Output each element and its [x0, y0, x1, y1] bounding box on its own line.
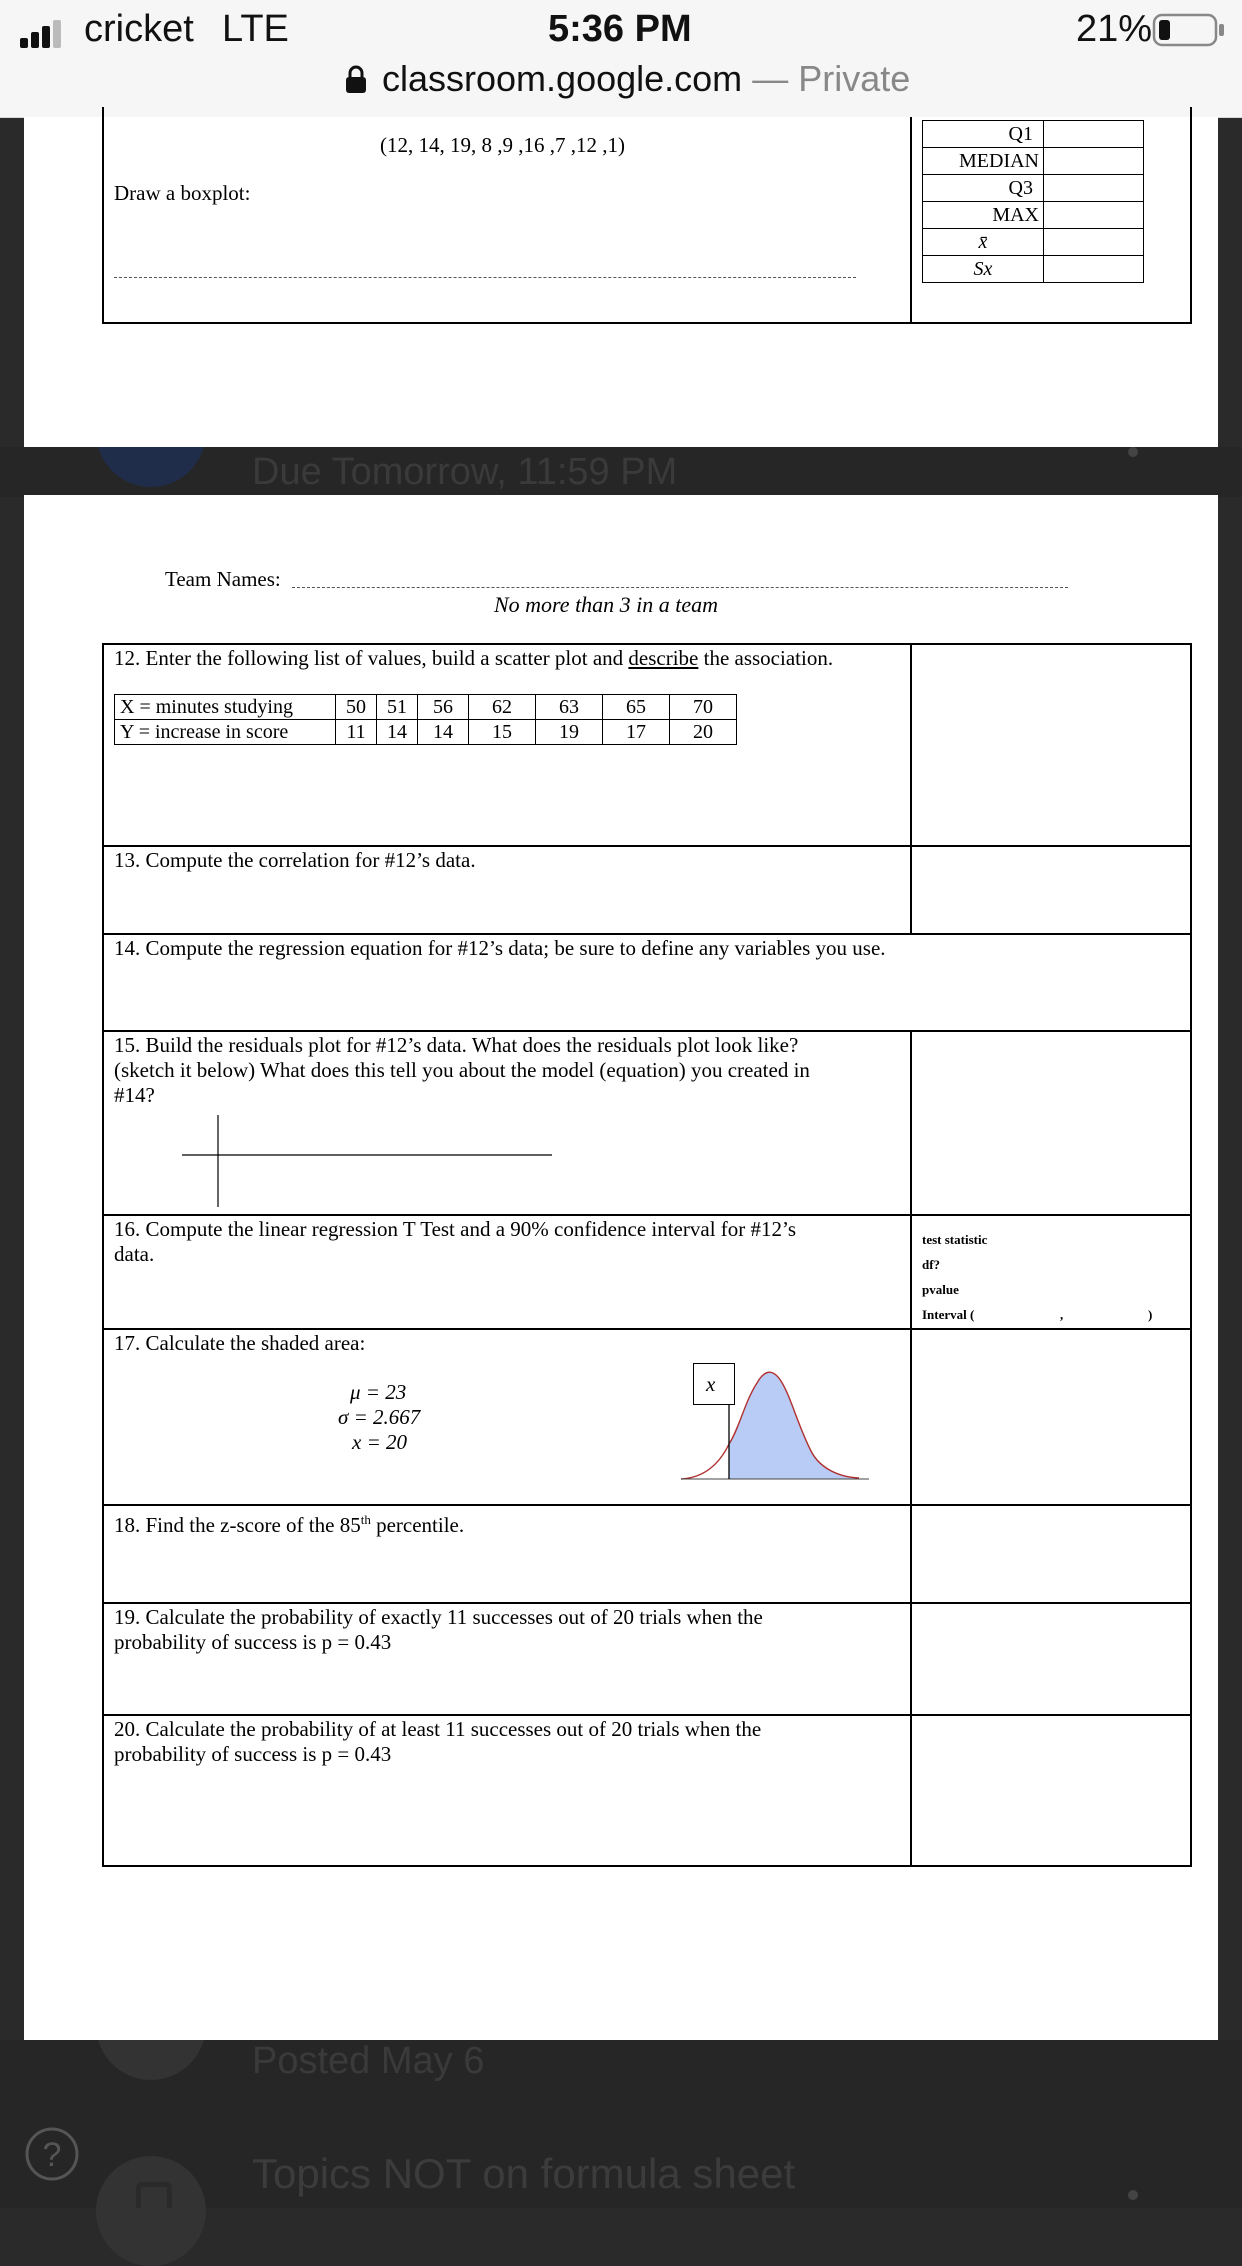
answer-column-divider-b: [910, 1030, 912, 1867]
question-16-line1: 16. Compute the linear regression T Test and a 90% confidence interval for #12’s: [114, 1217, 797, 1241]
data-list: (12, 14, 19, 8 ,9 ,16 ,7 ,12 ,1): [380, 133, 625, 157]
x-value: 62: [469, 695, 536, 720]
q12-text-a: 12. Enter the following list of values, build a scatter plot and: [114, 646, 629, 670]
frame-divider: [910, 117, 912, 324]
q18-text-b: percentile.: [370, 1513, 465, 1537]
topic-avatar[interactable]: [96, 2156, 206, 2266]
question-16-line2: data.: [114, 1242, 155, 1266]
y-value: 14: [418, 720, 469, 745]
carrier-name: cricket: [84, 8, 194, 50]
url-text: classroom.google.com: [382, 58, 743, 99]
x-value: 65: [603, 695, 670, 720]
svg-text:?: ?: [42, 2136, 62, 2174]
question-19-line2: probability of success is p = 0.43: [114, 1630, 392, 1654]
signal-icon: [20, 18, 64, 48]
x-value: 70: [670, 695, 737, 720]
stat-q3-label: Q3: [923, 175, 1044, 202]
question-20-line2: probability of success is p = 0.43: [114, 1742, 392, 1766]
row-divider-15: [102, 1214, 1192, 1216]
q12-describe: describe: [628, 646, 699, 670]
q17-sigma: σ = 2.667: [338, 1405, 421, 1429]
boxplot-label: Draw a boxplot:: [114, 181, 251, 205]
stat-sd-value[interactable]: [1044, 256, 1144, 283]
stat-mean-value[interactable]: [1044, 229, 1144, 256]
x-value: 56: [418, 695, 469, 720]
row-divider-16: [102, 1328, 1192, 1330]
due-date: Due Tomorrow, 11:59 PM: [252, 451, 678, 493]
stat-max-label: MAX: [923, 202, 1044, 229]
interval-comma: ,: [1060, 1307, 1064, 1322]
posted-date: Posted May 6: [252, 2040, 485, 2082]
q18-text-a: 18. Find the z-score of the 85: [114, 1513, 361, 1537]
stat-max-value[interactable]: [1044, 202, 1144, 229]
battery-percent: 21%: [1076, 8, 1153, 50]
row-divider-12: [102, 845, 1192, 847]
row-divider-14: [102, 1030, 1192, 1032]
question-12: [114, 646, 833, 671]
topic-title[interactable]: Topics NOT on formula sheet: [252, 2150, 796, 2197]
feed-posted-strip: [0, 2040, 1242, 2208]
question-15-line3: #14?: [114, 1083, 155, 1107]
question-15-line2: (sketch it below) What does this tell you about the model (equation) you created in: [114, 1058, 810, 1082]
lock-icon: [344, 64, 368, 94]
y-value: 20: [670, 720, 737, 745]
stat-median-value[interactable]: [1044, 148, 1144, 175]
team-note: No more than 3 in a team: [494, 592, 719, 617]
team-names-line[interactable]: [292, 587, 1068, 588]
question-18: [114, 1507, 464, 1538]
x-value: 63: [536, 695, 603, 720]
answer-column-divider-a: [910, 643, 912, 934]
document-page-2: [24, 495, 1218, 2040]
x-label-box-text: x: [706, 1372, 716, 1396]
document-page-1: [24, 117, 1218, 447]
y-value: 15: [469, 720, 536, 745]
more-dot-2[interactable]: [1128, 2190, 1138, 2200]
pvalue-label: pvalue: [922, 1282, 959, 1297]
summary-stats-table: [922, 120, 1144, 283]
q18-sup: th: [360, 1512, 371, 1527]
interval-close: ): [1148, 1307, 1153, 1322]
question-grid: [102, 643, 1192, 1867]
q12-text-b: the association.: [698, 646, 834, 670]
y-value: 11: [336, 720, 377, 745]
x-value: 50: [336, 695, 377, 720]
stat-median-label: MEDIAN: [923, 148, 1044, 175]
x-label-box: [693, 1363, 735, 1405]
question-15-line1: 15. Build the residuals plot for #12’s data. What does the residuals plot look like?: [114, 1033, 799, 1057]
q17-x: x = 20: [352, 1430, 407, 1454]
question-17: 17. Calculate the shaded area:: [114, 1331, 366, 1355]
row-divider-19: [102, 1714, 1192, 1716]
boxplot-answer-line: [114, 277, 856, 278]
battery-icon: [1152, 12, 1226, 48]
stat-mean-label: x̄: [923, 229, 1044, 256]
team-names-label: Team Names:: [165, 567, 281, 591]
address-bar[interactable]: [382, 58, 910, 100]
row-divider-17: [102, 1504, 1192, 1506]
row-divider-13: [102, 933, 1192, 935]
feed-background: [0, 447, 1242, 497]
stat-q1-value[interactable]: [1044, 121, 1144, 148]
network-type: LTE: [222, 8, 289, 50]
xy-data-table: [114, 694, 737, 745]
test-statistic-label: test statistic: [922, 1232, 988, 1247]
question-14: 14. Compute the regression equation for #12’s data; be sure to define any variables you use.: [114, 936, 886, 960]
private-label: — Private: [752, 58, 911, 99]
q17-mu: μ = 23: [350, 1380, 407, 1404]
help-icon[interactable]: [24, 2126, 80, 2182]
y-value: 19: [536, 720, 603, 745]
status-bar: [0, 0, 1242, 118]
stat-sd-label: Sx: [923, 256, 1044, 283]
clock: 5:36 PM: [548, 8, 692, 50]
y-label: Y = increase in score: [115, 720, 336, 745]
more-dot[interactable]: [1128, 447, 1138, 457]
topic-icon: [136, 2182, 172, 2208]
y-value: 17: [603, 720, 670, 745]
question-13: 13. Compute the correlation for #12’s data.: [114, 848, 476, 872]
y-value: 14: [377, 720, 418, 745]
df-label: df?: [922, 1257, 941, 1272]
question-20-line1: 20. Calculate the probability of at least 11 successes out of 20 trials when the: [114, 1717, 762, 1741]
stat-q3-value[interactable]: [1044, 175, 1144, 202]
row-divider-18: [102, 1602, 1192, 1604]
interval-open-label: Interval (: [922, 1307, 975, 1322]
stat-q1-label: Q1: [923, 121, 1044, 148]
residual-plot-axes: [182, 1115, 562, 1211]
x-value: 51: [377, 695, 418, 720]
question-19-line1: 19. Calculate the probability of exactly 11 successes out of 20 trials when the: [114, 1605, 763, 1629]
x-label: X = minutes studying: [115, 695, 336, 720]
